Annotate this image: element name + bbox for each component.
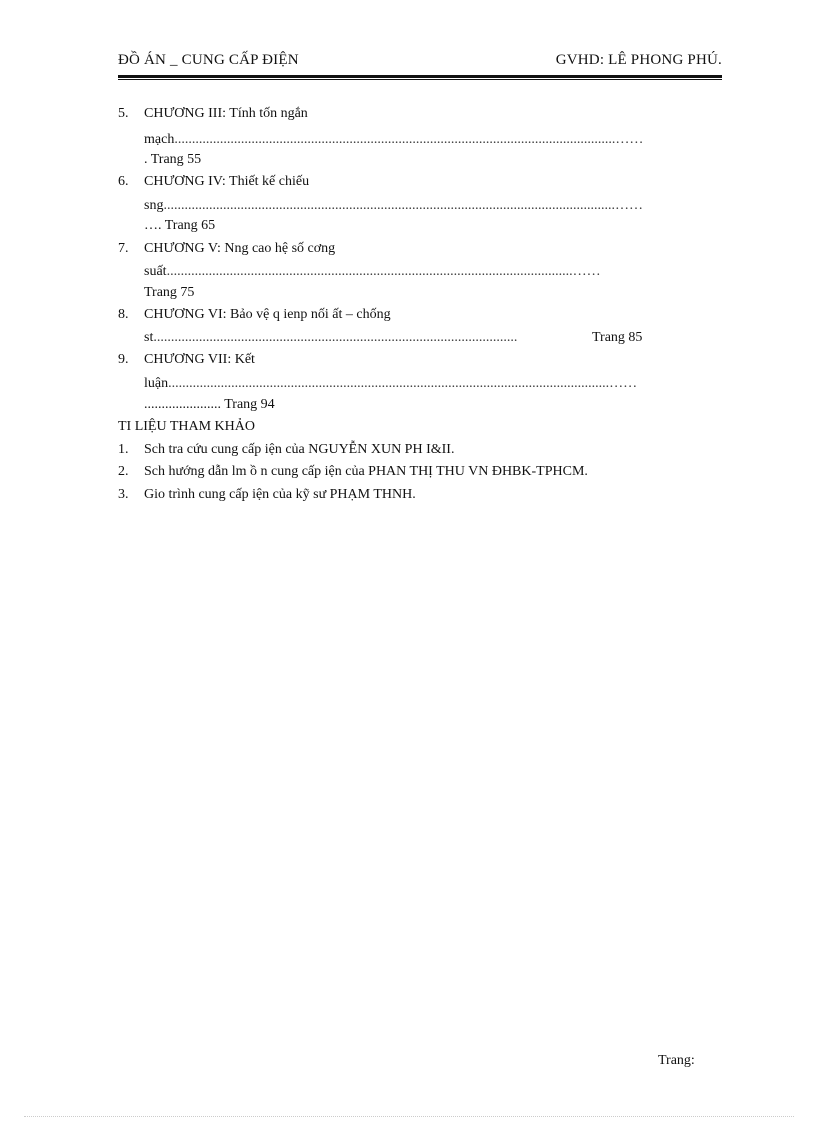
page-footer-label: Trang: <box>658 1053 695 1068</box>
toc-entry-number: 9. <box>118 352 129 367</box>
header-project-title: ĐỒ ÁN _ CUNG CẤP ĐIỆN <box>118 52 299 68</box>
toc-entry-7-continuation <box>144 262 601 282</box>
toc-page-number: Trang 75 <box>144 285 195 300</box>
toc-entry-title: CHƯƠNG III: Tính tốn ngắn <box>144 106 308 121</box>
toc-entry-5-continuation <box>144 130 643 150</box>
toc-page-number: Trang 55 <box>150 152 202 167</box>
toc-entry-6-page-line <box>144 216 215 236</box>
header-rule-thin <box>118 79 722 80</box>
toc-entry-6-continuation <box>144 196 643 216</box>
reference-number: 2. <box>118 464 129 479</box>
toc-entry-title: CHƯƠNG VII: Kết <box>144 352 255 367</box>
reference-text: Sch hướng dẫn lm ồ n cung cấp iện của PHAN THỊ THU VN ĐHBK-TPHCM. <box>144 464 588 479</box>
toc-page-number: Trang 94 <box>224 397 275 412</box>
toc-entry-8-page-line <box>592 328 642 348</box>
reference-text: Sch tra cứu cung cấp iện của NGUYỄN XUN PH I&II. <box>144 442 455 457</box>
toc-page-prefix: …. <box>144 218 165 233</box>
toc-entry-number: 7. <box>118 241 129 256</box>
toc-entry-9-continuation <box>144 374 637 394</box>
toc-entry-title: CHƯƠNG IV: Thiết kế chiếu <box>144 174 310 189</box>
toc-entry-continuation: sng <box>144 198 164 213</box>
page-bottom-border <box>24 1116 794 1117</box>
toc-entry-continuation: mạch <box>144 132 175 147</box>
references-title: TI LIỆU THAM KHẢO <box>118 419 255 434</box>
reference-number: 3. <box>118 487 129 502</box>
toc-entry-7-page-line <box>144 283 194 303</box>
toc-page-number: Trang 65 <box>164 218 216 233</box>
toc-leader-dots: ..............................................................................................................................…… <box>174 132 644 147</box>
toc-entry-continuation: suất <box>144 264 167 279</box>
reference-text: Gio trình cung cấp iện của kỹ sư PHẠM THNH. <box>144 487 416 502</box>
toc-entry-continuation: luận <box>144 376 169 391</box>
page-header <box>118 52 722 72</box>
toc-entry-5-page-line <box>144 150 201 170</box>
reference-number: 1. <box>118 442 129 457</box>
toc-leader-dots: ........................................................................................................ <box>153 330 518 345</box>
header-advisor: GVHD: LÊ PHONG PHÚ. <box>555 52 722 68</box>
toc-entry-8-continuation <box>144 328 517 348</box>
toc-leader-dots: .................................................................................................................................…… <box>163 198 643 213</box>
toc-leader-dots: ..............................................................................................................................…… <box>168 376 638 391</box>
toc-page-prefix: ...................... <box>144 397 225 412</box>
toc-entry-title: CHƯƠNG VI: Bảo vệ q ienp nối ất – chống <box>144 307 391 322</box>
toc-page-number: Trang 85 <box>592 330 643 345</box>
toc-entry-title: CHƯƠNG V: Nng cao hệ số cơng <box>144 241 336 256</box>
toc-page-prefix: . <box>144 152 151 167</box>
toc-entry-number: 6. <box>118 174 129 189</box>
toc-leader-dots: ....................................................................................................................…… <box>166 264 601 279</box>
header-rule-thick <box>118 75 722 78</box>
toc-entry-9-page-line <box>144 395 275 415</box>
toc-entry-number: 5. <box>118 106 129 121</box>
toc-entry-number: 8. <box>118 307 129 322</box>
toc-entry-continuation: st <box>144 330 154 345</box>
